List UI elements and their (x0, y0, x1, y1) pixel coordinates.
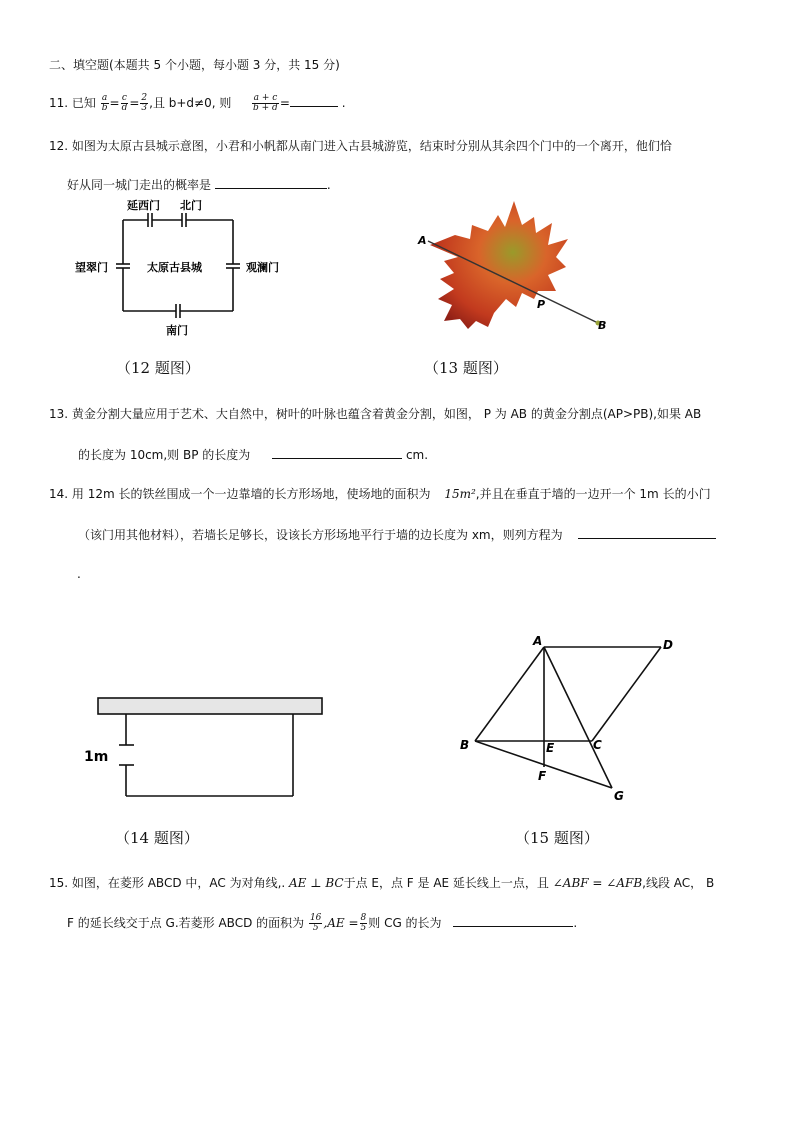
question-11 (49, 94, 346, 113)
eq: = (279, 96, 290, 110)
answer-blank-15[interactable] (453, 914, 573, 927)
gate-north-label: 北门 (180, 199, 202, 212)
q15-text-line2b: 则 CG 的长为 (368, 916, 442, 930)
fraction-2-3 (140, 94, 148, 113)
wall (98, 698, 322, 714)
leaf-shape (430, 201, 568, 329)
figure-14-fence (78, 690, 333, 810)
question-12-line2 (67, 176, 331, 193)
question-14-line2 (78, 526, 716, 543)
gate-wangcui-label: 望翠门 (75, 261, 108, 274)
gate-guanlan-label: 观澜门 (246, 261, 279, 274)
q13-unit: cm. (405, 448, 429, 462)
vertex-c-label: C (593, 738, 602, 752)
caption-13: （13 题图） (424, 359, 508, 377)
figure-13-leaf (410, 195, 620, 340)
den: 5 (312, 923, 319, 933)
q14-text-b: ,并且在垂直于墙的一边开一个 1m 长的小门 (475, 487, 711, 501)
vertex-a-label: A (533, 634, 543, 648)
point-g-label: G (614, 789, 624, 803)
q15-text-b: 于点 E，点 F 是 AE 延长线上一点，且 (343, 876, 553, 890)
gate-south-label: 南门 (166, 324, 188, 337)
door-length-label: 1m (84, 749, 109, 765)
num: a + c (253, 93, 278, 103)
figure-12-city-map (70, 195, 300, 340)
fraction-sum (252, 94, 279, 113)
question-15-line1 (49, 875, 714, 891)
q14-text-line2: （该门用其他材料），若墙长足够长，设该长方形场地平行于墙的边长度为 xm，则列方程为 (78, 528, 563, 542)
gate-yanxi-label: 延西门 (127, 199, 160, 212)
answer-blank-11[interactable] (290, 94, 338, 107)
num: a (101, 93, 108, 103)
section-title: 二、填空题(本题共 5 个小题，每小题 3 分，共 15 分) (49, 58, 340, 72)
eq: = (129, 96, 140, 110)
den: 5 (360, 923, 367, 933)
q11-condition: ,且 b+d≠0, 则 (149, 96, 232, 110)
city-center-label: 太原古县城 (147, 261, 202, 274)
eq: = (109, 96, 120, 110)
q15-ae: ,AE = (323, 916, 359, 930)
answer-blank-14[interactable] (578, 526, 716, 539)
figure-15-rhombus (450, 628, 690, 808)
fraction-area (309, 914, 322, 933)
q15-text-line2a: F 的延长线交于点 G.若菱形 ABCD 的面积为 (67, 916, 305, 930)
q12-end: . (326, 178, 331, 192)
num: c (121, 93, 127, 103)
den: b + d (253, 103, 278, 113)
q15-condition-angle: ∠ABF = ∠AFB (552, 876, 643, 890)
den: d (121, 103, 128, 113)
point-a-label: A (418, 234, 427, 247)
question-14-line3: . (77, 567, 81, 581)
question-15-line2 (67, 914, 577, 933)
fraction-c-d (121, 94, 129, 113)
q13-text: 的长度为 10cm,则 BP 的长度为 (78, 448, 251, 462)
question-14-line1 (49, 486, 711, 502)
vertex-d-label: D (663, 638, 673, 652)
num: 16 (309, 913, 322, 923)
question-12-line1: 12. 如图为太原古县城示意图，小君和小帆都从南门进入古县城游览，结束时分别从其余四个门中的一个离开，他们恰 (49, 139, 672, 153)
caption-14: （14 题图） (115, 829, 199, 847)
point-b-label: B (598, 319, 607, 332)
q14-text-a: 14. 用 12m 长的铁丝围成一个一边靠墙的长方形场地，使场地的面积为 (49, 487, 431, 501)
num: 2 (141, 93, 148, 103)
q15-text-a: 15. 如图，在菱形 ABCD 中，AC 为对角线,. (49, 876, 290, 890)
q14-area: 15m² (444, 487, 476, 501)
question-13-line1: 13. 黄金分割大量应用于艺术、大自然中，树叶的叶脉也蕴含着黄金分割，如图， P 为 AB 的黄金分割点(AP>PB),如果 AB (49, 407, 702, 421)
q12-text: 好从同一城门走出的概率是 (67, 178, 212, 192)
fraction-a-b (101, 94, 109, 113)
answer-blank-12[interactable] (215, 176, 327, 189)
vertex-b-label: B (460, 738, 470, 752)
num: 8 (360, 913, 367, 923)
q15-text-c: ,线段 AC， B (642, 876, 715, 890)
caption-12: （12 题图） (116, 359, 200, 377)
answer-blank-13[interactable] (272, 446, 402, 459)
den: b (101, 103, 108, 113)
caption-15: （15 题图） (515, 829, 599, 847)
q15-condition-perp: AE ⊥ BC (289, 876, 344, 890)
q11-prefix: 11. 已知 (49, 96, 96, 110)
point-p-label: P (537, 298, 546, 311)
fraction-ae (360, 914, 368, 933)
question-13-line2 (78, 446, 428, 463)
point-e-label: E (546, 741, 555, 755)
q15-end: . (573, 916, 578, 930)
q11-end: . (341, 96, 346, 110)
den: 3 (141, 103, 148, 113)
point-f-label: F (538, 769, 547, 783)
